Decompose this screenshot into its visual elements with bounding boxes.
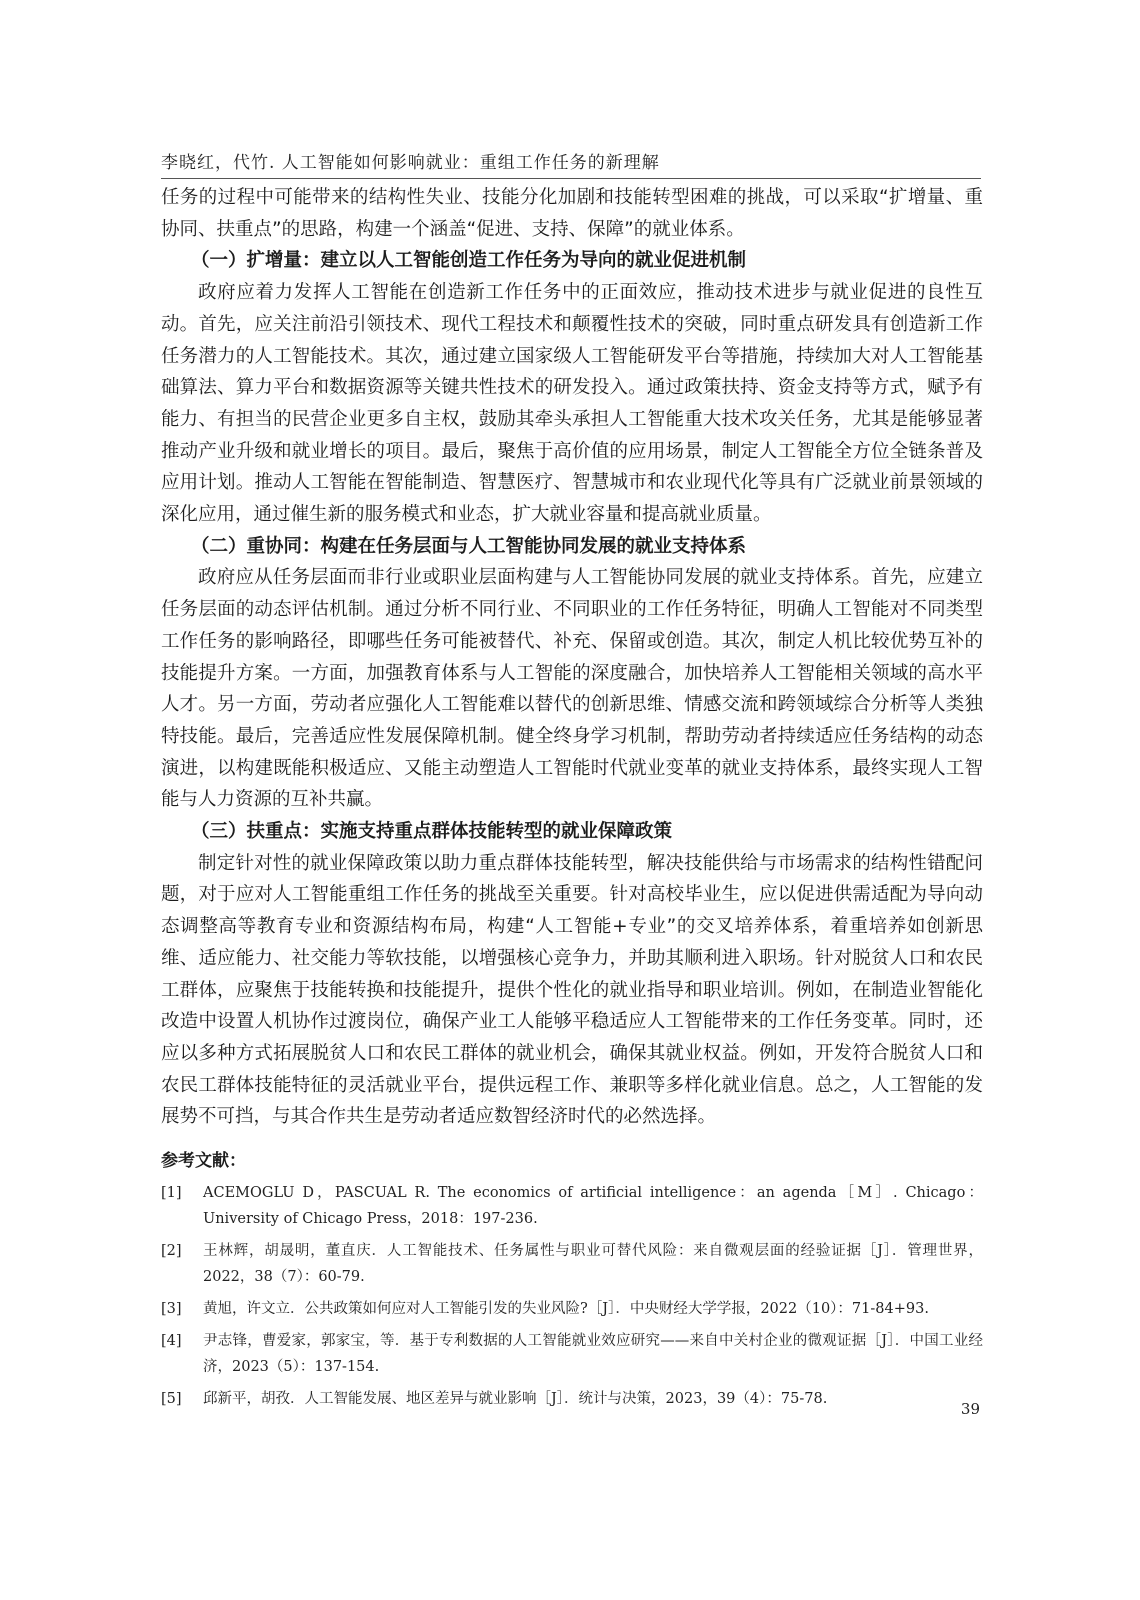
running-head: 李晓红，代竹. 人工智能如何影响就业：重组工作任务的新理解 (161, 153, 660, 173)
section-heading: （一）扩增量：建立以人工智能创造工作任务为导向的就业促进机制 (191, 250, 747, 272)
references-title: 参考文献： (161, 1151, 246, 1171)
reference-text: 黄旭，许文立．公共政策如何应对人工智能引发的失业风险?［J］．中央财经大学学报，2022（10）：71-84+93. (203, 1301, 929, 1317)
reference-text: 王林辉，胡晟明，董直庆．人工智能技术、任务属性与职业可替代风险：来自微观层面的经验证据［J］．管理世界，2022，38（7）：60-79. (203, 1243, 983, 1285)
intro-paragraph: 任务的过程中可能带来的结构性失业、技能分化加剧和技能转型困难的挑战，可以采取“扩增量、重协同、扶重点”的思路，构建一个涵盖“促进、支持、保障”的就业体系。 (161, 187, 983, 240)
reference-number: [1] (161, 1185, 182, 1201)
reference-text: 邱新平，胡孜．人工智能发展、地区差异与就业影响［J］．统计与决策，2023，39（4）：75-78. (203, 1391, 828, 1407)
page-number: 39 (960, 1400, 980, 1418)
reference-item (161, 1328, 983, 1380)
section-paragraph: 制定针对性的就业保障政策以助力重点群体技能转型，解决技能供给与市场需求的结构性错配问题，对于应对人工智能重组工作任务的挑战至关重要。针对高校毕业生，应以促进供需适配为导向动态调整高等教育专业和资源结构布局，构建“人工智能+专业”的交叉培养体系，着重培养如创新思维、适应能力、社交能力等软技能，以增强核心竞争力，并助其顺利进入职场。针对脱贫人口和农民工群体，应聚焦于技能转换和技能提升，提供个性化的就业指导和职业培训。例如，在制造业智能化改造中设置人机协作过渡岗位，确保产业工人能够平稳适应人工智能带来的工作任务变革。同时，还应以多种方式拓展脱贫人口和农民工群体的就业机会，确保其就业权益。例如，开发符合脱贫人口和农民工群体技能特征的灵活就业平台，提供远程工作、兼职等多样化就业信息。总之，人工智能的发展势不可挡，与其合作共生是劳动者适应数智经济时代的必然选择。 (161, 852, 983, 1128)
section-paragraph: 政府应着力发挥人工智能在创造新工作任务中的正面效应，推动技术进步与就业促进的良性互动。首先，应关注前沿引领技术、现代工程技术和颠覆性技术的突破，同时重点研发具有创造新工作任务潜力的人工智能技术。其次，通过建立国家级人工智能研发平台等措施，持续加大对人工智能基础算法、算力平台和数据资源等关键共性技术的研发投入。通过政策扶持、资金支持等方式，赋予有能力、有担当的民营企业更多自主权，鼓励其牵头承担人工智能重大技术攻关任务，尤其是能够显著推动产业升级和就业增长的项目。最后，聚焦于高价值的应用场景，制定人工智能全方位全链条普及应用计划。推动人工智能在智能制造、智慧医疗、智慧城市和农业现代化等具有广泛就业前景领域的深化应用，通过催生新的服务模式和业态，扩大就业容量和提高就业质量。 (161, 282, 983, 526)
reference-item (161, 1296, 983, 1322)
reference-text: 尹志锋，曹爱家，郭家宝，等．基于专利数据的人工智能就业效应研究——来自中关村企业的微观证据［J］．中国工业经济，2023（5）：137-154. (203, 1333, 983, 1375)
section-heading: （三）扶重点：实施支持重点群体技能转型的就业保障政策 (191, 821, 673, 843)
reference-number: [4] (161, 1333, 182, 1349)
reference-number: [3] (161, 1301, 182, 1317)
reference-text: ACEMOGLU D，PASCUAL R. The economics of artificial intelligence：an agenda［M］. Chicago：University of Chicago Press，2018：197-236. (203, 1185, 983, 1227)
header-rule (161, 178, 981, 179)
section-paragraph: 政府应从任务层面而非行业或职业层面构建与人工智能协同发展的就业支持体系。首先，应建立任务层面的动态评估机制。通过分析不同行业、不同职业的工作任务特征，明确人工智能对不同类型工作任务的影响路径，即哪些任务可能被替代、补充、保留或创造。其次，制定人机比较优势互补的技能提升方案。一方面，加强教育体系与人工智能的深度融合，加快培养人工智能相关领域的高水平人才。另一方面，劳动者应强化人工智能难以替代的创新思维、情感交流和跨领域综合分析等人类独特技能。最后，完善适应性发展保障机制。健全终身学习机制，帮助劳动者持续适应任务结构的动态演进，以构建既能积极适应、又能主动塑造人工智能时代就业变革的就业支持体系，最终实现人工智能与人力资源的互补共赢。 (161, 567, 983, 811)
references-list (161, 1180, 983, 1418)
section-heading: （二）重协同：构建在任务层面与人工智能协同发展的就业支持体系 (191, 535, 747, 557)
reference-number: [5] (161, 1391, 182, 1407)
reference-number: [2] (161, 1243, 182, 1259)
reference-item (161, 1238, 983, 1290)
reference-item (161, 1386, 983, 1412)
body-text (161, 182, 983, 1133)
reference-item (161, 1180, 983, 1232)
